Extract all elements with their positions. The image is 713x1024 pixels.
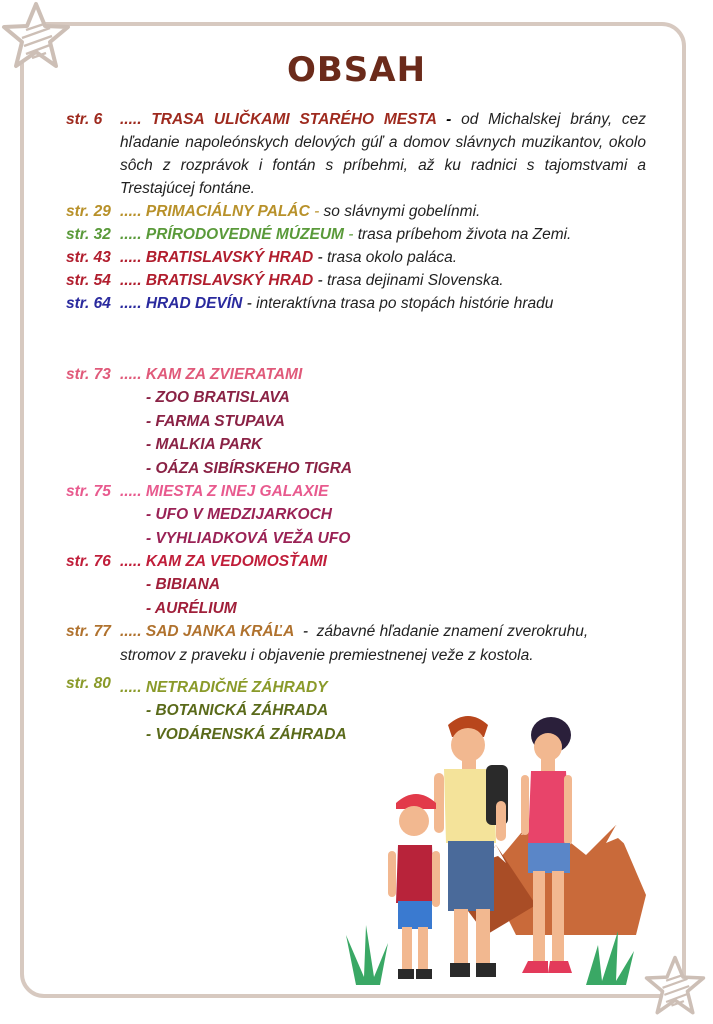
entry-title: PRÍRODOVEDNÉ MÚZEUM — [145, 226, 344, 243]
page-number: str. 29 — [66, 203, 111, 220]
separator: - — [313, 272, 327, 289]
entry-title: HRAD DEVÍN — [145, 295, 243, 312]
entry-description: trasa okolo paláca. — [327, 249, 458, 266]
page-number: str. 32 — [66, 226, 111, 243]
entry-description: od Michalskej brány, cez hľadanie napoleónskych delových gúľ a domov slávnych muzikantov, okolo sôch z rozprávok i fontán s príbehmi, až ku radnici s tajomstvami a Trestajúcej fontáne. — [120, 111, 647, 197]
page-number: str. 54 — [66, 272, 111, 289]
entry-title: TRASA ULIČKAMI STARÉHO MESTA — [151, 111, 437, 128]
sub-entry: - VODÁRENSKÁ ZÁHRADA — [146, 725, 347, 743]
sub-entry: - BOTANICKÁ ZÁHRADA — [146, 702, 329, 719]
entry-title: BRATISLAVSKÝ HRAD — [145, 272, 314, 289]
dots: ..... — [120, 483, 142, 500]
toc-entry — [66, 550, 646, 573]
toc-entry — [66, 292, 646, 315]
dots: ..... — [120, 203, 142, 220]
dots: ..... — [120, 366, 142, 383]
entry-description: zábavné hľadanie znamení zverokruhu, stromov z praveku i objavenie premiestnenej veže z kostola. — [120, 623, 589, 664]
star-icon — [643, 954, 707, 1018]
entry-body — [120, 223, 646, 246]
entry-body — [120, 292, 646, 315]
separator: - — [242, 295, 257, 312]
dots: ..... — [120, 226, 142, 243]
separator: - — [294, 623, 317, 640]
entry-body — [120, 200, 646, 223]
entry-description: so slávnymi gobelínmi. — [323, 203, 481, 220]
separator: - — [436, 111, 462, 128]
sub-entry: - MALKIA PARK — [146, 436, 263, 453]
entry-title: PRIMACIÁLNY PALÁC — [145, 203, 310, 220]
toc-entry — [66, 480, 646, 503]
entry-body — [120, 620, 646, 668]
page-title: OBSAH — [286, 50, 427, 90]
sub-entry: - UFO V MEDZIJARKOCH — [146, 506, 332, 523]
sub-entry: - VYHLIADKOVÁ VEŽA UFO — [146, 529, 351, 547]
separator: - — [313, 249, 327, 266]
dots: ..... — [120, 111, 142, 128]
entry-description: interaktívna trasa po stopách histórie hradu — [256, 295, 554, 312]
page-number: str. 64 — [66, 295, 111, 312]
toc-entry — [66, 672, 646, 699]
sub-entry: - BIBIANA — [146, 576, 221, 593]
family-hikers-illustration — [336, 705, 646, 995]
entry-title: SAD JANKA KRÁĽA — [145, 623, 295, 640]
dots: ..... — [120, 553, 142, 570]
toc-entry — [66, 108, 646, 200]
sub-entry: - FARMA STUPAVA — [146, 412, 285, 430]
dots: ..... — [120, 623, 142, 640]
dots: ..... — [120, 249, 142, 266]
entry-body — [120, 480, 646, 503]
page-number: str. 75 — [66, 483, 111, 500]
table-of-contents — [66, 108, 646, 746]
page-number: str. 76 — [66, 553, 111, 570]
entry-body — [120, 550, 646, 573]
dots: ..... — [120, 272, 142, 289]
entry-body — [120, 363, 646, 386]
page-number: str. 77 — [66, 623, 111, 640]
entry-body — [120, 672, 646, 699]
toc-entry — [66, 223, 646, 246]
sub-entry: - ZOO BRATISLAVA — [146, 389, 290, 406]
sub-entry: - AURÉLIUM — [146, 599, 237, 617]
entry-title: KAM ZA ZVIERATAMI — [145, 366, 303, 383]
page-number: str. 73 — [66, 366, 111, 383]
entry-description: trasa príbehom života na Zemi. — [357, 226, 572, 243]
sub-entry: - OÁZA SIBÍRSKEHO TIGRA — [146, 459, 353, 477]
boy-figure — [388, 794, 440, 979]
entry-title: KAM ZA VEDOMOSŤAMI — [145, 553, 327, 570]
separator: - — [309, 203, 324, 220]
page-number: str. 6 — [66, 111, 103, 128]
toc-entry — [66, 269, 646, 292]
entry-title: BRATISLAVSKÝ HRAD — [145, 249, 314, 266]
dots: ..... — [120, 679, 142, 696]
dots: ..... — [120, 295, 142, 312]
entry-body — [120, 269, 646, 292]
separator: - — [343, 226, 358, 243]
toc-entry — [66, 363, 646, 386]
entry-body — [120, 246, 646, 269]
entry-title: NETRADIČNÉ ZÁHRADY — [145, 679, 328, 696]
entry-description: trasa dejinami Slovenska. — [327, 272, 504, 289]
page-number: str. 43 — [66, 249, 111, 266]
entry-body — [120, 108, 646, 200]
toc-entry — [66, 246, 646, 269]
page-number: str. 80 — [66, 675, 111, 692]
toc-entry — [66, 620, 646, 668]
toc-entry — [66, 200, 646, 223]
entry-title: MIESTA Z INEJ GALAXIE — [145, 483, 329, 500]
